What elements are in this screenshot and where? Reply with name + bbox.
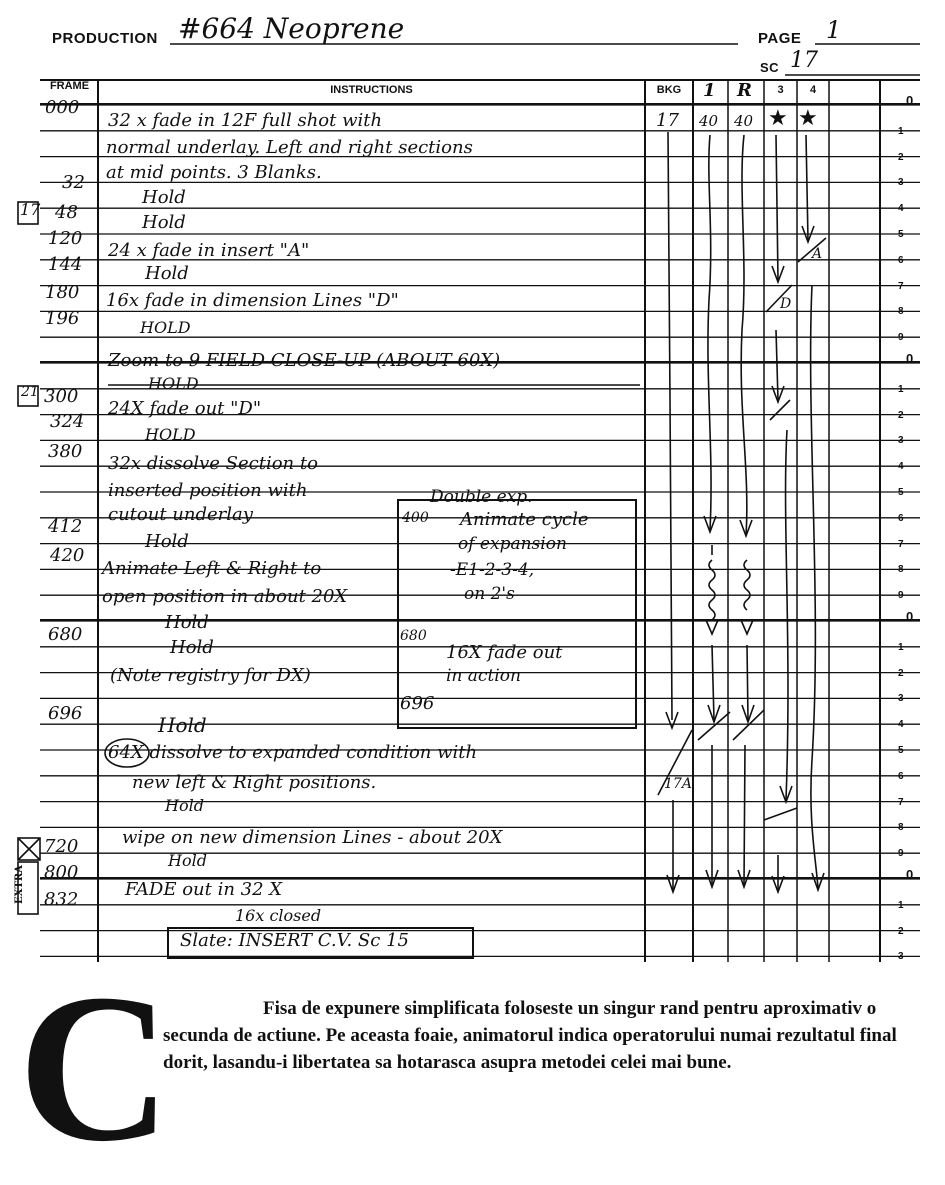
instruction-line: 16x closed [235,906,322,925]
level-2-cell: 40 [734,112,754,130]
slate-label: Slate: INSERT C.V. Sc 15 [180,930,409,951]
caption-text: Fisa de expunere simplificata foloseste un singur rand pentru aproximativ o secunda de actiune. Pe aceasta foaie, animatorul indica operatorului numai rezultatul final dorit, lasandu-i libertatea sa hotarasca asupra metodei celei mai bune. [163,998,897,1073]
scene-label: SC [760,60,780,75]
star-icon: ★ [768,106,788,131]
bkg-column-header: BKG [656,84,682,96]
instruction-line: Zoom to 9 FIELD CLOSE-UP (ABOUT 60X) [108,350,501,371]
instruction-line: at mid points. 3 Blanks. [106,162,322,183]
row-number: 8 [898,306,904,318]
frame-number: 48 [55,202,78,223]
row-number: 9 [898,848,904,860]
row-number: 4 [898,719,904,731]
instruction-line: Hold [168,851,207,870]
instruction-line: HOLD [140,318,191,337]
instruction-line: inserted position with [108,480,308,501]
row-number: 3 [898,693,904,705]
frame-number: 720 [44,836,79,857]
row-number: 0 [906,93,914,108]
level-2-column-header: R [737,80,752,101]
instruction-line: 16x fade in dimension Lines "D" [106,290,399,311]
frame-number: 000 [45,97,80,118]
extra-marker: EXTRA [14,865,25,904]
instruction-line: 24 x fade in insert "A" [108,240,310,261]
frame-number: 696 [400,693,435,714]
frame-number: 412 [48,516,83,537]
row-number: 7 [898,796,904,808]
insert-a-cell: A [812,246,823,262]
instruction-line: cutout underlay [108,504,253,525]
frame-number: 324 [50,411,85,432]
frame-number: 400 [402,510,429,526]
row-number: 8 [898,822,904,834]
double-exposure-title: Double exp. [430,487,533,507]
instruction-line: (Note registry for DX) [110,665,311,686]
production-label: PRODUCTION [52,30,158,47]
frame-number: 800 [44,862,79,883]
star-icon: ★ [798,106,818,131]
frame-number: 32 [62,172,85,193]
double-exposure-line: in action [446,666,521,686]
instruction-line: Hold [145,263,189,284]
instruction-line: 32 x fade in 12F full shot with [108,110,383,131]
row-number: 2 [898,667,904,679]
drop-cap: C [18,950,172,1185]
instruction-line: Hold [165,612,209,633]
instruction-line: 32x dissolve Section to [108,453,318,474]
row-number: 3 [898,435,904,447]
row-number: 5 [898,229,904,240]
instruction-line: 24X fade out "D" [108,398,262,419]
bkg-cell: 17A [664,776,692,792]
row-number: 2 [898,151,904,163]
row-number: 3 [898,177,904,189]
instruction-line: Hold [142,212,186,233]
double-exposure-line: of expansion [458,534,567,554]
frame-column-header: FRAME [49,80,90,92]
page-label: PAGE [758,30,802,47]
scene-number: 17 [790,48,818,73]
row-number: 1 [898,899,904,911]
double-exposure-line: -E1-2-3-4, [450,560,535,580]
instruction-line: Hold [142,187,186,208]
frame-number: 696 [48,703,83,724]
instruction-line: new left & Right positions. [132,772,377,793]
instruction-line: Hold [170,637,214,658]
row-number: 6 [898,770,904,782]
frame-number: 832 [44,889,79,910]
frame-number: 120 [48,228,83,249]
frame-number: 144 [48,254,83,275]
row-number: 4 [898,461,904,473]
frame-number: 196 [45,308,80,329]
frame-marker-boxed: 17 [20,200,41,219]
row-number: 0 [906,609,914,624]
instruction-line: Hold [158,713,207,737]
instruction-line: 64X dissolve to expanded condition with [108,742,478,763]
row-number: 1 [898,125,904,137]
bkg-cell: 17 [656,110,679,131]
row-number: 7 [898,538,904,550]
double-exposure-line: on 2's [464,584,515,604]
instructions-column-header: INSTRUCTIONS [330,84,413,96]
row-number: 0 [906,351,914,366]
level-1-column-header: 1 [703,80,716,101]
double-exposure-line: Animate cycle [460,509,589,530]
row-number: 7 [898,280,904,292]
row-number: 9 [898,590,904,602]
row-number: 3 [898,951,904,963]
row-number: 1 [898,641,904,653]
row-number: 1 [898,383,904,395]
double-exposure-line: 16X fade out [446,642,563,663]
frame-number: 380 [48,441,83,462]
row-number: 9 [898,332,904,344]
row-number: 5 [898,745,904,756]
row-number: 2 [898,925,904,937]
page-number: 1 [826,16,842,44]
level-4-column-header: 4 [809,84,817,96]
frame-marker-boxed: 21 [21,384,39,400]
instruction-line: HOLD [145,425,196,444]
row-number: 5 [898,487,904,498]
dimension-d-cell: D [780,296,792,312]
level-3-column-header: 3 [777,84,784,96]
row-number: 2 [898,409,904,421]
row-number: 6 [898,254,904,266]
instruction-line: open position in about 20X [102,586,348,607]
instruction-line: FADE out in 32 X [125,879,283,900]
row-number: 6 [898,512,904,524]
frame-number: 680 [400,628,427,644]
instruction-line: HOLD [148,374,199,393]
instruction-line: Hold [165,796,204,815]
instruction-line: Animate Left & Right to [102,558,322,579]
production-title: #664 Neoprene [178,12,405,45]
frame-number: 420 [50,545,85,566]
instruction-line: normal underlay. Left and right sections [106,137,473,158]
row-number: 4 [898,203,904,215]
row-number: 0 [906,867,914,882]
frame-number: 180 [45,282,80,303]
row-number: 8 [898,564,904,576]
level-1-cell: 40 [699,112,719,130]
frame-number: 300 [44,386,79,407]
instruction-line: wipe on new dimension Lines - about 20X [122,827,503,848]
frame-number: 680 [48,624,83,645]
instruction-line: Hold [145,531,189,552]
